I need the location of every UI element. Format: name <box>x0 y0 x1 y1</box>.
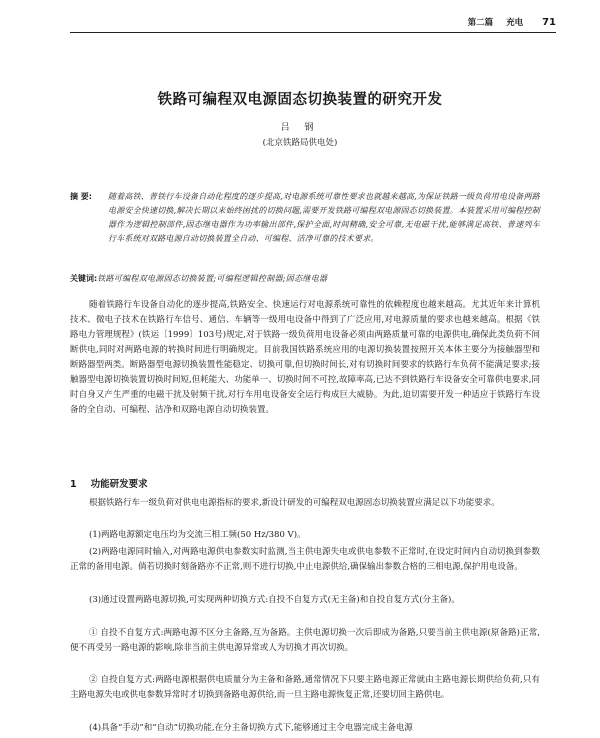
abstract-label: 摘 要: <box>70 192 92 201</box>
author: 吕 钢 <box>280 123 320 133</box>
keywords <box>70 272 540 286</box>
requirement-item-4: (4)具备“手动”和“自动”切换功能,在分主备切换方式下,能够通过主令电器完成主备电源 <box>89 723 413 733</box>
section-number: 1 <box>70 479 77 490</box>
requirement-item-3: (3)通过设置两路电源切换,可实现两种切换方式:自投不自复方式(无主备)和自投自复方式(分主备)。 <box>89 595 460 605</box>
page-number: 71 <box>542 17 556 28</box>
running-head <box>70 16 556 33</box>
section-title: 功能研发要求 <box>90 479 148 490</box>
intro-paragraph: 随着铁路行车设备自动化的逐步提高,铁路安全、快速运行对电源系统可靠性的依赖程度也越来越高。尤其近年来计算机技术、微电子技术在铁路行车信号、通信、车辆等一级用电设备中得到了广泛应用,对电源质量的要求也越来越高。根据《铁路电力管理规程》(铁运〔1999〕103号)规定,对于铁路一级负荷用电设备必须由两路质量可靠的电源供电,确保此类负荷不间断供电,同时对两路电源的转换时间进行明确规定。目前我国铁路系统应用的电源切换装置按照开关本体主要分为接触器型和断路器型两类。断路器型电源切换装置性能稳定、切换可靠,但切换时间长,对有切换时间要求的铁路行车负荷不能满足要求;接触器型电源切换装置切换时间短,但耗能大、功能单一、切换时间不可控,故障率高,已达不到铁路行车设备安全可靠供电要求,同时自身又产生严重的电磁干扰及射频干扰,对行车用电设备安全运行构成巨大威胁。为此,迫切需要开发一种适应于铁路行车设备的全自动、可编程、洁净和双路电源自动切换装置。 <box>70 300 540 415</box>
running-head-section: 第二篇 <box>467 18 494 28</box>
affiliation: (北京铁路局供电处) <box>262 138 338 148</box>
requirement-item-1: (1)两路电源额定电压均为交流三相工频(50 Hz/380 V)。 <box>89 530 306 540</box>
abstract-text: 随着高铁、普铁行车设备自动化程度的逐步提高,对电源系统可靠性要求也就越来越高,为保证铁路一级负荷用电设备两路电源安全快速切换,解决长期以来始终困扰的切换问题,需要开发铁路可编程双电源固态切换装置。本装置采用可编程控制器作为逻辑控制部件,固态继电器作为功率输出部件,保护全面,时间精确,安全可靠,无电磁干扰,能够满足高铁、普速列车行车系统对双路电源自动切换装置全自动、可编程、洁净可靠的技术要求。 <box>108 192 540 243</box>
section-lead-paragraph: 根据铁路行车一级负荷对供电电源指标的要求,新设计研发的可编程双电源固态切换装置应满足以下功能要求。 <box>89 498 500 508</box>
keywords-label: 关键词: <box>70 274 98 283</box>
running-head-subject: 充电 <box>506 18 524 28</box>
article-title: 铁路可编程双电源固态切换装置的研究开发 <box>157 92 443 108</box>
switch-mode-no-auto-return: ① 自投不自复方式:两路电源不区分主备路,互为备路。主供电源切换一次后即成为备路,只要当前主供电源(原备路)正常,便不再受另一路电源的影响,除非当前主供电源异常或人为切换才再次切换。 <box>70 628 540 653</box>
requirement-item-2: (2)两路电源同时输入,对两路电源供电参数实时监测,当主供电源失电或供电参数不正常时,在设定时间内自动切换到参数正常的备用电源。倘若切换时刻备路亦不正常,则不进行切换,中止电源供给,确保输出参数合格的三相电源,保护用电设备。 <box>70 547 540 572</box>
switch-mode-auto-return: ② 自投自复方式:两路电源根据供电质量分为主备和备路,通常情况下只要主路电源正常就由主路电源长期供给负荷,只有主路电源失电或供电参数异常时才切换到备路电源供给,而一旦主路电源恢复正常,还要切回主路供电。 <box>70 675 540 700</box>
section-heading <box>70 476 162 490</box>
keywords-text: 铁路可编程双电源固态切换装置;可编程逻辑控制器;固态继电器 <box>97 274 328 283</box>
abstract <box>70 190 540 246</box>
